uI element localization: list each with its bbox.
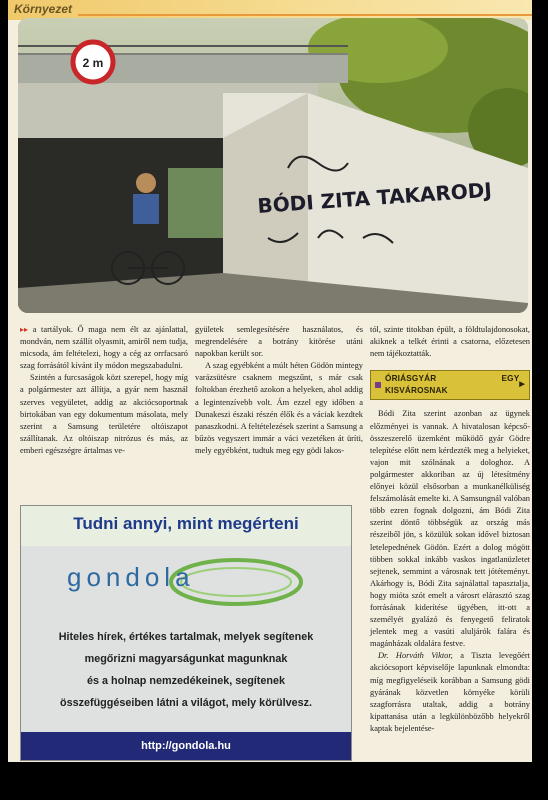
ad-line: megőrizni magyarságunkat magunknak [84, 653, 288, 665]
article-column-2 [195, 324, 363, 457]
sign-text: 2 m [82, 56, 104, 70]
continuation-arrow-icon: ▸▸ [20, 325, 29, 334]
paragraph [370, 650, 530, 735]
graffiti-text: BÓDI ZITA TAKARODJ [256, 177, 493, 218]
paragraph [20, 324, 188, 372]
photo-illustration [18, 18, 528, 313]
header-rule [78, 14, 532, 16]
underpass-photo [18, 18, 528, 313]
quoted-person: Dr. Horváth Viktor, [378, 651, 453, 661]
paragraph: A szag egyébként a múlt héten Gödön mintegy varázsütésre csaknem megszűnt, s már csak foltokban érezhető azokon a helyeken, ahol addig a legintenzívebb volt. Ám ezzel egy időben a Dunakeszi északi részén élők és a váciak kezdtek panaszkodni. A feltételezések szerint a Samsung a bűzös vegyszert immár a váci vezetéken át üríti, mely egyébként, tudtuk meg egy gödi lakos- [195, 361, 363, 455]
magazine-page [8, 0, 532, 762]
ad-line: összefüggéseiben látni a világot, mely körülvesz. [59, 697, 312, 709]
square-icon [375, 382, 381, 388]
triangle-icon: ▶ [519, 381, 525, 389]
ad-body [21, 626, 351, 714]
ad-line: és a holnap nemzedékeinek, segítenek [86, 675, 286, 687]
ad-headline: Tudni annyi, mint megérteni [73, 514, 299, 533]
article-column-3 [370, 324, 530, 735]
paragraph: Bódi Zita szerint azonban az ügynek előzményei is vannak. A hivatalosan képcső-összeszerelő üzemként működő gyár Gödre telepítése előtt nem kérdezték meg a helyieket, vajon mit szólnának a dologhoz. A polgármester akkoriban az új létesítmény előnyei közül elsősorban a munkanélküliség felszámolását emelte ki. A Samsungnál valóban több ezren fognak dolgozni, ám Bódi Zita szerint döntő többségük az ország más részeiből jön, s közülük sokan idővel biztosan letelepednének Gödön. Ezért a dolog mögött többen sokkal inkább vaskos ingatlanüzletet sejtenek, semmint a városnak tett jótéteményt. Akárhogy is, Bódi Zita sajnálattal tapasztalja, hogy mióta szót emelt a városrt elárasztó szag forrásának kiderítése ügyében, itt-ott a személyét gyalázó és fenyegető feliratok jelentek meg a vasúti aluljárók falára és magánházak oldalára festve. [370, 409, 530, 649]
section-label: Környezet [14, 2, 73, 16]
subheading-text: ÓRIÁSGYÁR EGY KISVÁROSNAK [385, 374, 520, 396]
ad-logo-text: gondola [67, 562, 195, 592]
paragraph: Szintén a furcsaságok közt szerepel, hogy míg a polgármester azt állítja, a gyár nem használ szerves vegyületet, addig az akciócsoportnak birtokában van egy dokumentum másolata, mely szerint a Samsung területére oltóiszapot szállítanak. Az oltóiszap nitrózus és más, az emberi egészségre ártalmas ve- [20, 373, 188, 455]
paragraph: gyületek semlegesítésére használatos, és megrendelésére a botrány kitörése utáni napokban került sor. [195, 325, 363, 359]
gondola-advertisement[interactable] [20, 505, 352, 761]
paragraph-text: a Tiszta levegőért akciócsoport képviselője lapunknak elmondta: míg megfigyeléseik korábban a Samsung gödi gyárának közvetlen környéke körüli szagforrásra utaltak, addig a botrány kipattanása után a legkülönbözőbb helyekről kaptak bejelentése- [370, 651, 530, 733]
ad-line: Hiteles hírek, értékes tartalmak, melyek segítenek [58, 631, 314, 643]
ad-url-link[interactable]: http://gondola.hu [21, 732, 351, 760]
article-column-1 [20, 324, 188, 457]
paragraph-text: a tartályok. Ő maga nem élt az ajánlattal, mondván, nem szállít olyasmit, amiről nem tudja, micsoda, ám feltételezi, hogy a cég az orrfacsaró szag forrásától kívánt ily módon megszabadulni. [20, 325, 188, 371]
paragraph: tól, szinte titokban épült, a földtulajdonosokat, akiknek a telkét érinti a csatorna, előzetesen nem tájékoztatták. [370, 325, 530, 359]
section-header [8, 0, 532, 20]
subheading [370, 370, 530, 400]
